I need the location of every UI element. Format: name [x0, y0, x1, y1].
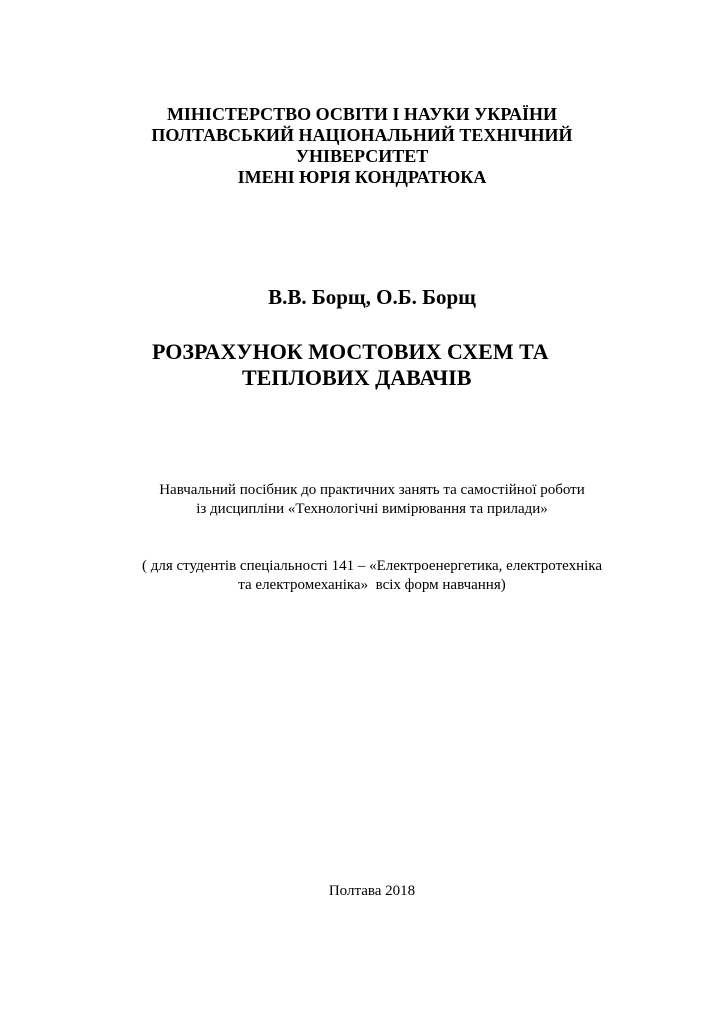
audience-note [0, 557, 724, 595]
institution-line: ІМЕНІ ЮРІЯ КОНДРАТЮКА [237, 167, 487, 187]
place-year: Полтава 2018 [328, 883, 416, 899]
document-subtitle [0, 481, 724, 519]
institution-line: УНІВЕРСИТЕТ [295, 146, 429, 166]
title-line: РОЗРАХУНОК МОСТОВИХ СХЕМ ТА [152, 339, 549, 364]
institution-line: ПОЛТАВСЬКИЙ НАЦІОНАЛЬНИЙ ТЕХНІЧНИЙ [151, 125, 573, 145]
title-line: ТЕПЛОВИХ ДАВАЧІВ [242, 365, 472, 390]
authors: В.В. Борщ, О.Б. Борщ [268, 285, 476, 309]
subtitle-line: Навчальний посібник до практичних занять та самостійної роботи [159, 482, 585, 498]
institution-header [0, 104, 724, 188]
institution-line: МІНІСТЕРСТВО ОСВІТИ І НАУКИ УКРАЇНИ [166, 104, 558, 124]
audience-line: ( для студентів спеціальності 141 – «Електроенергетика, електротехніка [141, 558, 603, 574]
audience-line: та електромеханіка» всіх форм навчання) [238, 577, 506, 593]
subtitle-line: із дисципліни «Технологічні вимірювання та прилади» [196, 501, 548, 517]
